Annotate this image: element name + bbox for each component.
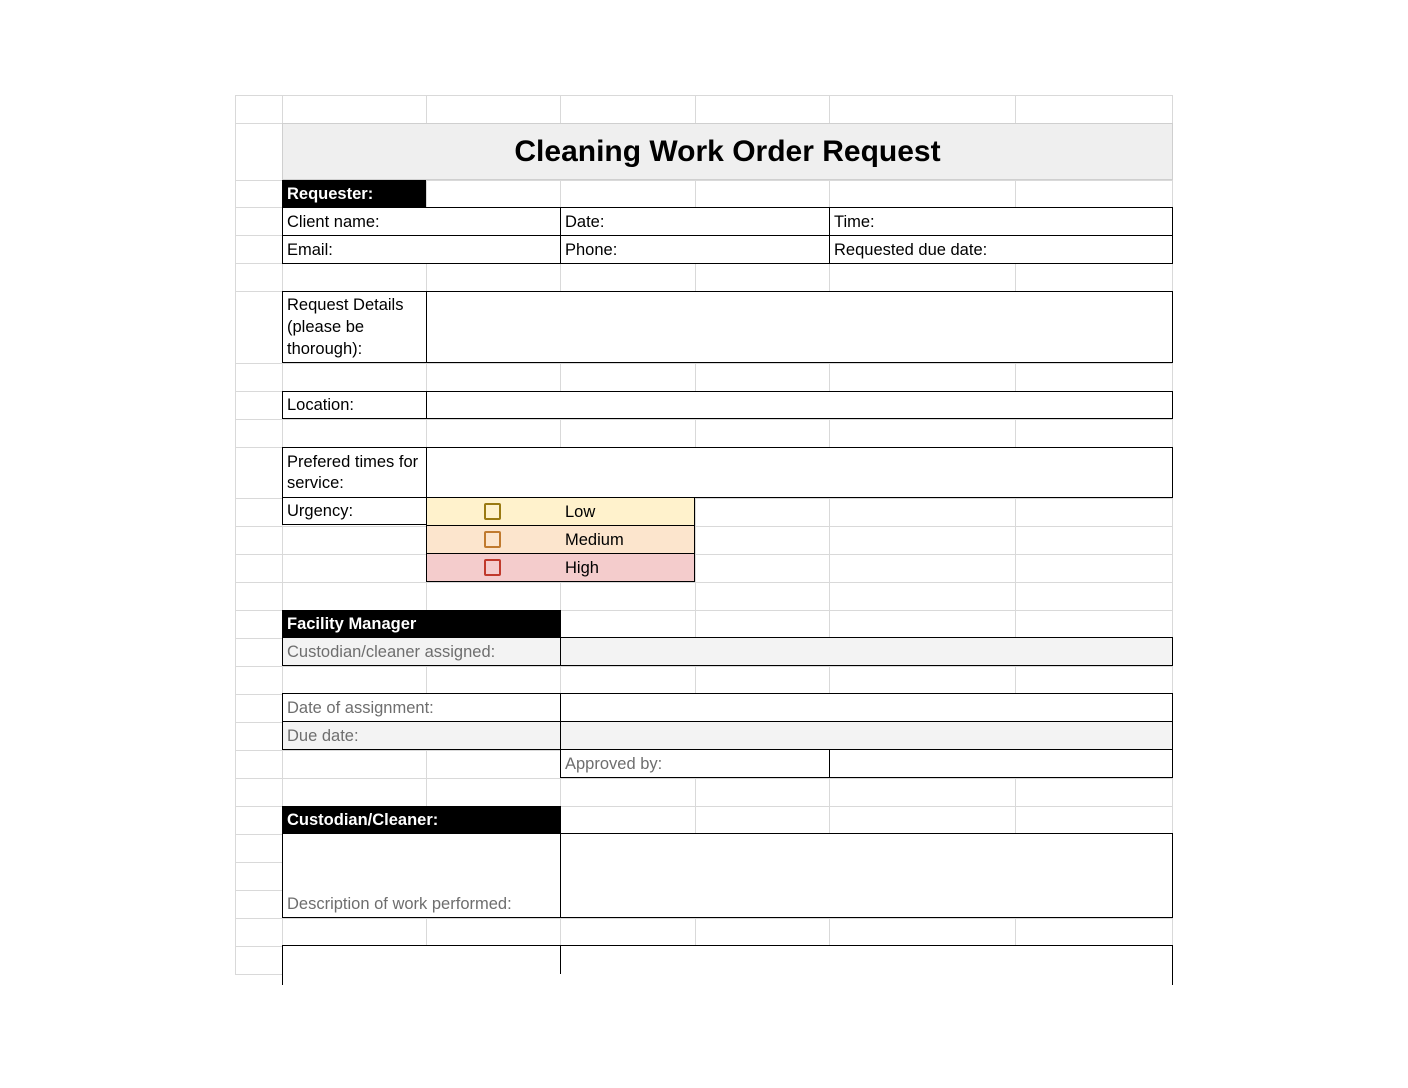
request-details-field[interactable] — [427, 292, 1172, 362]
col-divider — [560, 945, 561, 974]
due-date-field[interactable] — [561, 722, 1172, 749]
date-field[interactable] — [695, 208, 828, 235]
urgency-option-high[interactable] — [426, 553, 695, 582]
date-of-assignment-label: Date of assignment: — [287, 698, 434, 717]
phone-field[interactable] — [695, 236, 828, 263]
custodian-assigned-field[interactable] — [561, 638, 1172, 665]
location-field[interactable] — [427, 392, 1172, 418]
approved-by-field[interactable] — [830, 750, 1172, 777]
urgency-option-low[interactable] — [426, 497, 695, 526]
request-details-label: Request Details (please be thorough): — [287, 296, 404, 358]
approved-by-label: Approved by: — [565, 754, 663, 773]
gridline — [235, 419, 1173, 420]
urgency-option-medium[interactable] — [426, 525, 695, 554]
signature-box — [282, 945, 1173, 985]
email-field[interactable] — [426, 236, 559, 263]
gridline — [235, 918, 1173, 919]
client-name-label: Client name: — [287, 212, 380, 231]
description-label: Description of work performed: — [287, 894, 512, 913]
client-name-field[interactable] — [426, 208, 559, 235]
gridline — [235, 582, 1173, 583]
gridline — [235, 95, 236, 974]
spreadsheet-sheet — [235, 95, 1173, 974]
gridline — [235, 95, 1173, 96]
preferred-times-field[interactable] — [427, 448, 1172, 497]
requester-header: Requester: — [282, 180, 426, 208]
gridline — [235, 554, 1173, 555]
custodian-assigned-label: Custodian/cleaner assigned: — [287, 642, 496, 661]
date-of-assignment-field[interactable] — [561, 694, 1172, 721]
checkbox-icon[interactable] — [484, 531, 501, 548]
location-label: Location: — [287, 396, 354, 414]
date-label: Date: — [565, 212, 605, 231]
urgency-label: Urgency: — [287, 502, 354, 520]
phone-label: Phone: — [565, 240, 618, 259]
checkbox-icon[interactable] — [484, 503, 501, 520]
urgency-option-label: Low — [565, 503, 596, 521]
time-field[interactable] — [1015, 208, 1172, 235]
gridline — [235, 526, 1173, 527]
requested-due-date-label: Requested due date: — [834, 240, 988, 259]
gridline — [235, 666, 1173, 667]
urgency-option-label: Medium — [565, 531, 624, 549]
form-title: Cleaning Work Order Request — [282, 123, 1173, 180]
custodian-header: Custodian/Cleaner: — [282, 806, 561, 834]
checkbox-icon[interactable] — [484, 559, 501, 576]
email-label: Email: — [287, 240, 333, 259]
urgency-option-label: High — [565, 559, 599, 577]
facility-manager-header: Facility Manager — [282, 610, 561, 638]
due-date-label: Due date: — [287, 726, 359, 745]
gridline — [235, 778, 1173, 779]
time-label: Time: — [834, 212, 875, 231]
gridline — [235, 363, 1173, 364]
description-field[interactable] — [561, 834, 1172, 917]
preferred-times-label: Prefered times for service: — [287, 453, 419, 492]
requested-due-date-field[interactable] — [1015, 236, 1172, 263]
